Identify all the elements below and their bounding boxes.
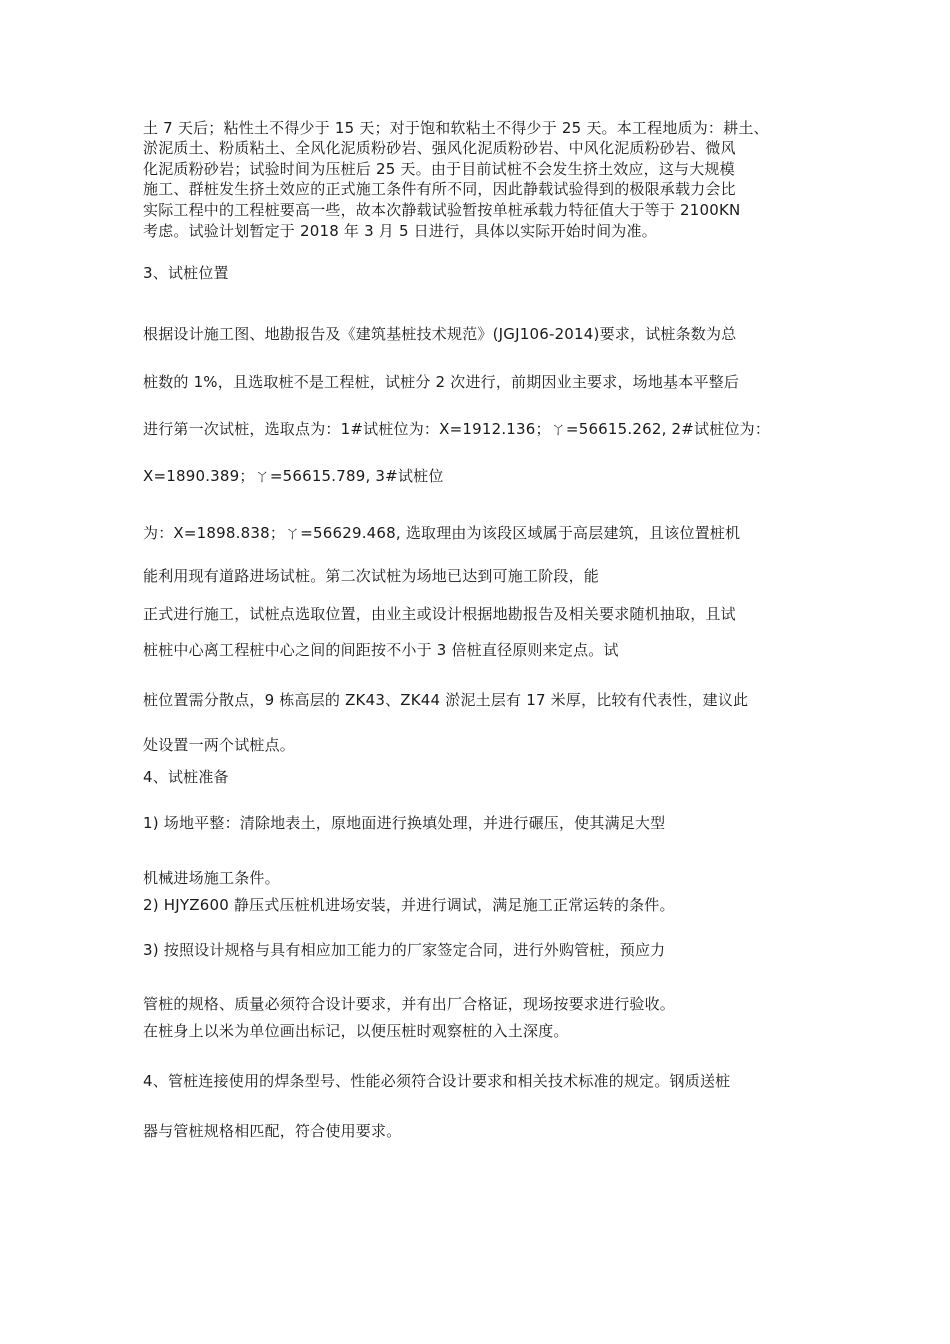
text-line: 4、管桩连接使用的焊条型号、性能必须符合设计要求和相关技术标准的规定。钢质送桩 xyxy=(143,1072,731,1090)
list-item: 1) 场地平整：清除地表土，原地面进行换填处理，并进行碾压，使其满足大型 xyxy=(143,814,666,832)
section-heading: 3、试桩位置 xyxy=(143,264,229,282)
text-line: 桩数的 1%，且选取桩不是工程桩，试桩分 2 次进行，前期因业主要求，场地基本平整后 xyxy=(143,373,740,391)
text-line: 机械进场施工条件。 xyxy=(143,869,280,887)
text-line: 土 7 天后；粘性土不得少于 15 天；对于饱和软粘土不得少于 25 天。本工程地质为：耕土、 xyxy=(143,119,769,137)
list-item: 2) HJYZ600 静压式压桩机进场安装，并进行调试，满足施工正常运转的条件。 xyxy=(143,896,675,914)
text-line: 实际工程中的工程桩要高一些，故本次静载试验暂按单桩承载力特征值大于等于 2100KN xyxy=(143,201,741,219)
text-line: X=1890.389；ㄚ=56615.789, 3#试桩位 xyxy=(143,467,444,485)
text-line: 化泥质粉砂岩；试验时间为压桩后 25 天。由于目前试桩不会发生挤土效应，这与大规模 xyxy=(143,160,735,178)
text-line: 桩位置需分散点，9 栋高层的 ZK43、ZK44 淤泥土层有 17 米厚，比较有代表性，建议此 xyxy=(143,691,749,709)
section-heading: 4、试桩准备 xyxy=(143,768,229,786)
text-line: 进行第一次试桩，选取点为：1#试桩位为：X=1912.136；ㄚ=56615.262, 2#试桩位为： xyxy=(143,420,771,438)
text-line: 桩桩中心离工程桩中心之间的间距按不小于 3 倍桩直径原则来定点。试 xyxy=(143,641,619,659)
list-item: 3) 按照设计规格与具有相应加工能力的厂家签定合同，进行外购管桩，预应力 xyxy=(143,941,666,959)
text-line: 能利用现有道路进场试桩。第二次试桩为场地已达到可施工阶段，能 xyxy=(143,567,600,585)
text-line: 施工、群桩发生挤土效应的正式施工条件有所不同，因此静载试验得到的极限承载力会比 xyxy=(143,180,736,198)
text-line: 根据设计施工图、地勘报告及《建筑基桩技术规范》(JGJ106-2014)要求，试桩条数为总 xyxy=(143,325,737,343)
text-line: 处设置一两个试桩点。 xyxy=(143,736,296,754)
text-line: 考虑。试验计划暂定于 2018 年 3 月 5 日进行，具体以实际开始时间为准。 xyxy=(143,222,657,240)
text-line: 在桩身上以米为单位画出标记，以便压桩时观察桩的入土深度。 xyxy=(143,1022,569,1040)
text-line: 为：X=1898.838；ㄚ=56629.468, 选取理由为该段区域属于高层建筑，且该位置桩机 xyxy=(143,524,741,542)
text-line: 管桩的规格、质量必须符合设计要求，并有出厂合格证，现场按要求进行验收。 xyxy=(143,995,676,1013)
text-line: 淤泥质土、粉质粘土、全风化泥质粉砂岩、强风化泥质粉砂岩、中风化泥质粉砂岩、微风 xyxy=(143,139,736,157)
text-line: 正式进行施工，试桩点选取位置，由业主或设计根据地勘报告及相关要求随机抽取，且试 xyxy=(143,605,736,623)
text-line: 器与管桩规格相匹配，符合使用要求。 xyxy=(143,1122,402,1140)
